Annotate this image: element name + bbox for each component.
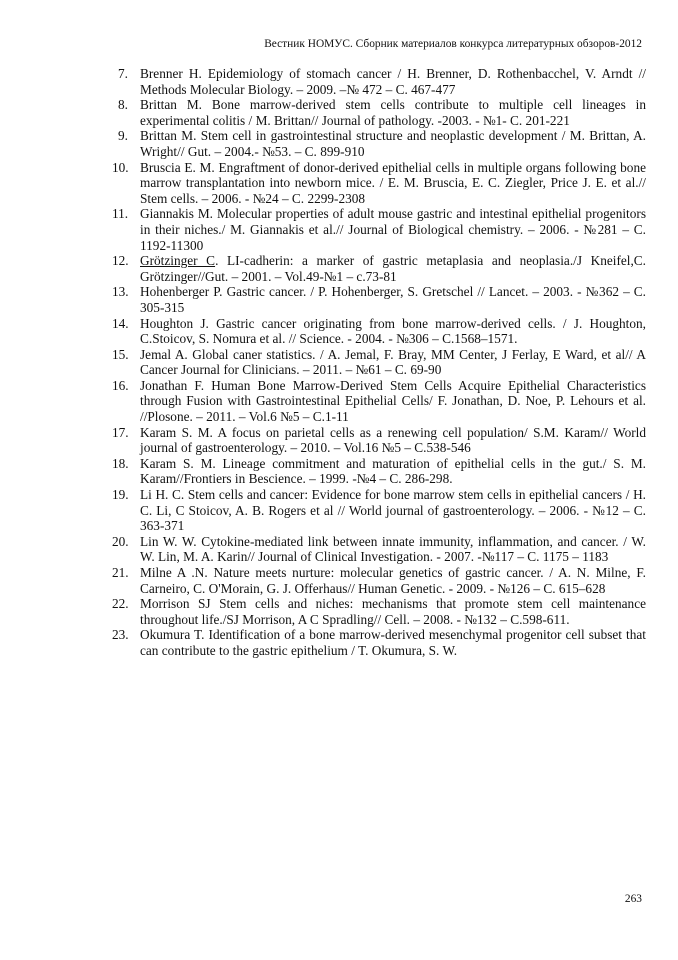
reference-item: [112, 596, 646, 627]
reference-author-underlined: Grötzinger C: [140, 253, 216, 269]
running-header: Вестник НОМУС. Сборник материалов конкурса литературных обзоров-2012: [264, 38, 642, 50]
reference-number: 17.: [112, 424, 129, 440]
reference-number: 11.: [112, 206, 129, 222]
reference-text: Karam S. M. Lineage commitment and maturation of epithelial cells in the gut./ S. M. Karam//Frontiers in Bescience. – 1999. -№4 – С. 286-298.: [140, 455, 646, 487]
reference-number: 18.: [112, 455, 129, 471]
reference-number: 22.: [112, 596, 129, 612]
reference-item: [112, 284, 646, 315]
reference-number: 15.: [112, 346, 129, 362]
reference-item: [112, 487, 646, 534]
reference-text: Karam S. M. A focus on parietal cells as a renewing cell population/ S.M. Karam// World journal of gastroenterology. – 2010. – Vol.16 №5 – С.538-546: [140, 424, 646, 456]
reference-text: Brenner H. Epidemiology of stomach cancer / H. Brenner, D. Rothenbacchel, V. Arndt // Methods Molecular Biology. – 2009. –№ 472 – С. 467-477: [140, 66, 646, 97]
reference-text: Hohenberger P. Gastric cancer. / P. Hohenberger, S. Gretschel // Lancet. – 2003. - №362 – С. 305-315: [140, 284, 646, 315]
reference-item: [112, 425, 646, 456]
reference-list: [112, 66, 646, 659]
reference-number: 20.: [112, 533, 129, 549]
reference-item: [112, 253, 646, 284]
reference-number: 13.: [112, 284, 129, 300]
reference-text: Bruscia E. M. Engraftment of donor-derived epithelial cells in multiple organs following bone marrow transplantation into newborn mice. / E. M. Bruscia, E. C. Ziegler, Price J. E. et al.// Stem cells. – 2006. - №24 – С. 2299-2308: [140, 159, 646, 206]
reference-item: [112, 160, 646, 207]
reference-item: [112, 206, 646, 253]
reference-text: Brittan M. Stem cell in gastrointestinal structure and neoplastic development / M. Brittan, A. Wright// Gut. – 2004.- №53. – С. 899-910: [140, 128, 646, 159]
reference-number: 7.: [118, 66, 128, 81]
reference-number: 10.: [112, 159, 129, 175]
reference-item: [112, 128, 646, 159]
reference-number: 21.: [112, 565, 129, 580]
reference-text: Jemal A. Global caner statistics. / A. Jemal, F. Bray, MM Center, J Ferlay, E Ward, et al// A Cancer Journal for Clinicians. – 2011. – №61 – С. 69-90: [140, 346, 646, 378]
reference-item: [112, 97, 646, 128]
reference-text: Brittan M. Bone marrow-derived stem cells contribute to multiple cell lineages in experimental colitis / M. Brittan// Journal of pathology. -2003. - №1- С. 201-221: [140, 97, 646, 128]
reference-text: Giannakis M. Molecular properties of adult mouse gastric and intestinal epithelial progenitors in their niches./ M. Giannakis et al.// Journal of Biological chemistry. – 2006. - №281 – С. 1192-11300: [140, 206, 646, 253]
reference-item: [112, 534, 646, 565]
reference-item: [112, 565, 646, 596]
reference-item: [112, 66, 646, 97]
reference-number: 12.: [112, 253, 129, 269]
reference-item: [112, 456, 646, 487]
reference-item: [112, 627, 646, 658]
reference-text: . LI-cadherin: a marker of gastric metaplasia and neoplasia./J Kneifel,C. Grötzinger//Gut. – 2001. – Vol.49-№1 – c.73-81: [140, 253, 646, 284]
reference-item: [112, 347, 646, 378]
reference-text: Houghton J. Gastric cancer originating from bone marrow-derived cells. / J. Houghton, C.Stoicov, S. Nomura et al. // Science. - 2004. - №306 – С.1568–1571.: [140, 315, 646, 347]
reference-number: 16.: [112, 377, 129, 393]
reference-item: [112, 316, 646, 347]
reference-number: 19.: [112, 487, 129, 503]
reference-text: Li H. C. Stem cells and cancer: Evidence for bone marrow stem cells in epithelial cancers / H. C. Li, C Stoicov, A. B. Rogers et al // World journal of gastroenterology. – 2006. - №12 – С. 363-371: [140, 487, 646, 534]
reference-item: [112, 378, 646, 425]
reference-text: Jonathan F. Human Bone Marrow-Derived Stem Cells Acquire Epithelial Characteristics through Fusion with Gastrointestinal Epithelial Cells/ F. Jonathan, D. Noe, P. Lehours et al. //Plosone. – 2011. – Vol.6 №5 – С.1-11: [140, 377, 646, 425]
reference-text: Lin W. W. Cytokine-mediated link between innate immunity, inflammation, and cancer. / W. W. Lin, M. A. Karin// Journal of Clinical Investigation. - 2007. -№117 – С. 1175 – 1183: [140, 533, 646, 565]
reference-number: 8.: [118, 97, 128, 113]
page-number: 263: [624, 893, 642, 905]
reference-text: Okumura T. Identification of a bone marrow-derived mesenchymal progenitor cell subset that can contribute to the gastric epithelium / T. Okumura, S. W.: [140, 627, 646, 658]
reference-text: Milne A .N. Nature meets nurture: molecular genetics of gastric cancer. / A. N. Milne, F. Carneiro, C. O'Morain, G. J. Offerhaus// Human Genetic. - 2009. - №126 – С. 615–628: [140, 565, 646, 596]
reference-text: Morrison SJ Stem cells and niches: mechanisms that promote stem cell maintenance throughout life./SJ Morrison, A C Spradling// Cell. – 2008. - №132 – С.598-611.: [140, 596, 646, 627]
reference-number: 23.: [112, 627, 129, 643]
reference-number: 14.: [112, 315, 129, 331]
reference-number: 9.: [118, 128, 128, 144]
